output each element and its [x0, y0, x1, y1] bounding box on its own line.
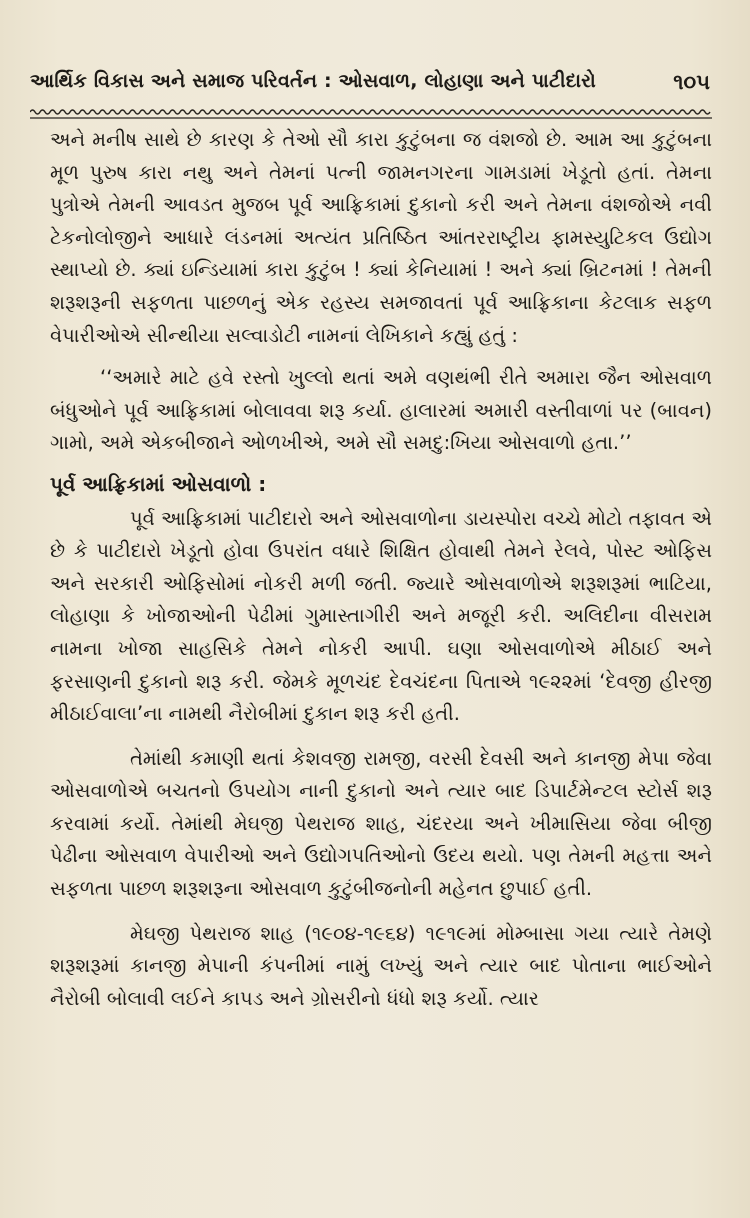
page-header — [30, 70, 710, 104]
paragraph-kara-family: અને મનીષ સાથે છે કારણ કે તેઓ સૌ કારા કુટુંબના જ વંશજો છે. આમ આ કુટુંબના મૂળ પુરુષ કારા નથુ અને તેમનાં પત્ની જામનગરના ગામડામાં ખેડૂતો હતાં. તેમના પુત્રોએ તેમની આવડત મુજબ પૂર્વ આફ્રિકામાં દુકાનો કરી અને તેમના વંશજોએ નવી ટેકનોલોજીને આધારે લંડનમાં અત્યંત પ્રતિષ્ઠિત આંતરરાષ્ટ્રીય ફામસ્યુટિકલ ઉદ્યોગ સ્થાપ્યો છે. ક્યાં ઇન્ડિયામાં કારા કુટુંબ ! ક્યાં કેનિયામાં ! અને ક્યાં બ્રિટનમાં ! તેમની શરૂશરૂની સફળતા પાછળનું એક રહસ્ય સમજાવતાં પૂર્વ આફ્રિકાના કેટલાક સફળ વેપારીઓએ સીન્થીયા સલ્વાડોટી નામનાં લેખિકાને કહ્યું હતું : — [50, 128, 712, 347]
section-heading: પૂર્વ આફ્રિકામાં ઓસવાળો : — [50, 471, 267, 496]
decorative-wavy-rule — [30, 108, 712, 122]
page-number: ૧૦૫ — [673, 70, 710, 94]
paragraph-meghji-shah: મેઘજી પેથરાજ શાહ (૧૯૦૪-૧૯૬૪) ૧૯૧૯માં મોમ્બાસા ગયા ત્યારે તેમણે શરૂશરૂમાં કાનજી મેપાની કંપનીમાં નામું લખ્યું અને ત્યાર બાદ પોતાના ભાઈઓને નૈરોબી બોલાવી લઈને કાપડ અને ગ્રોસરીનો ધંધો શરૂ કર્યો. ત્યાર — [50, 921, 712, 1010]
paragraph-diaspora-difference: પૂર્વ આફ્રિકામાં પાટીદારો અને ઓસવાળોના ડાયસ્પોરા વચ્ચે મોટો તફાવત એ છે કે પાટીદારો ખેડૂતો હોવા ઉપરાંત વધારે શિક્ષિત હોવાથી તેમને રેલવે, પોસ્ટ ઓફિસ અને સરકારી ઓફિસોમાં નોકરી મળી જતી. જ્યારે ઓસવાળોએ શરૂશરૂમાં ભાટિયા, લોહાણા કે ખોજાઓની પેઢીમાં ગુમાસ્તાગીરી અને મજૂરી કરી. અલિદીના વીસરામ નામના ખોજા સાહસિકે તેમને નોકરી આપી. ઘણા ઓસવાળોએ મીઠાઈ અને ફરસાણની દુકાનો શરૂ કરી. જેમકે મૂળચંદ દેવચંદના પિતાએ ૧૯૨૨માં ‘દેવજી હીરજી મીઠાઈવાલા’ના નામથી નૈરોબીમાં દુકાન શરૂ કરી હતી. — [50, 506, 712, 726]
body-text — [50, 124, 712, 1015]
quote-oswal-traders: ‘‘અમારે માટે હવે રસ્તો ખુલ્લો થતાં અમે વણથંભી રીતે અમારા જૈન ઓસવાળ બંધુઓને પૂર્વ આફ્રિકામાં બોલાવવા શરૂ કર્યા. હાલારમાં અમારી વસ્તીવાળાં પર (બાવન) ગામો, અમે એકબીજાને ઓળખીએ, અમે સૌ સમદુ:ખિયા ઓસવાળો હતા.’’ — [50, 366, 712, 455]
paragraph-savings-stores: તેમાંથી કમાણી થતાં કેશવજી રામજી, વરસી દેવસી અને કાનજી મેપા જેવા ઓસવાળોએ બચતનો ઉપયોગ નાની દુકાનો અને ત્યાર બાદ ડિપાર્ટમેન્ટલ સ્ટોર્સ શરૂ કરવામાં કર્યો. તેમાંથી મેઘજી પેથરાજ શાહ, ચંદરયા અને ખીમાસિયા જેવા બીજી પેઢીના ઓસવાળ વેપારીઓ અને ઉદ્યોગપતિઓનો ઉદય થયો. પણ તેમની મહત્તા અને સફળતા પાછળ શરૂશરૂના ઓસવાળ કુટુંબીજનોની મહેનત છુપાઈ હતી. — [50, 746, 712, 901]
running-title: આર્થિક વિકાસ અને સમાજ પરિવર્તન : ઓસવાળ, લોહાણા અને પાટીદારો — [30, 70, 596, 92]
